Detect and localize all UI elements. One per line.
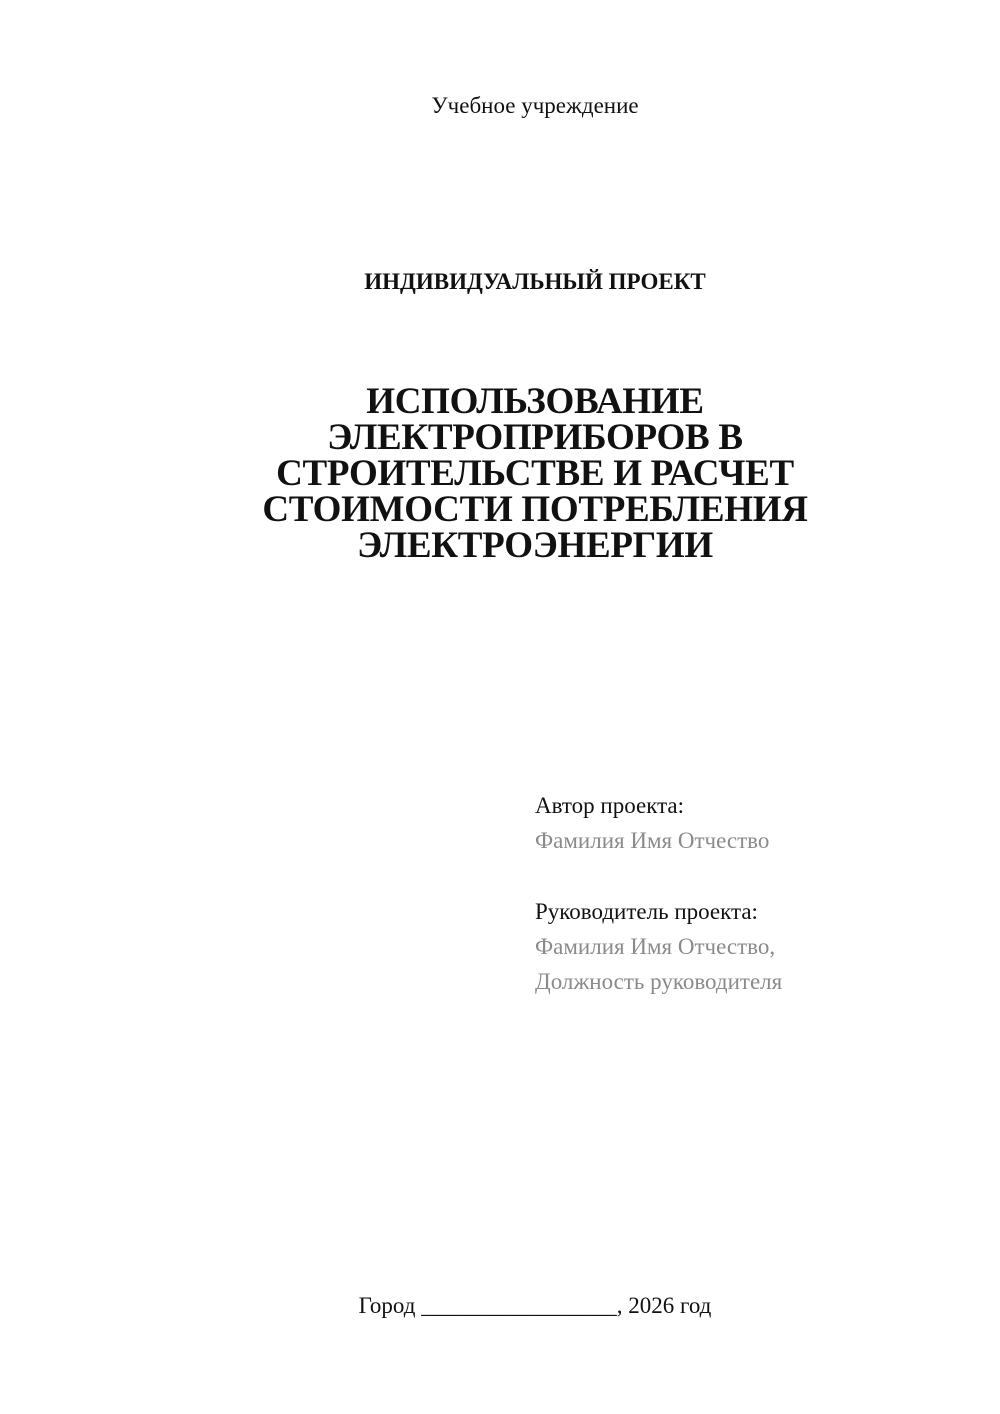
credits-block (535, 788, 975, 999)
project-title (180, 381, 890, 566)
project-type-heading: ИНДИВИДУАЛЬНЫЙ ПРОЕКТ (364, 269, 706, 294)
project-title-line: ЭЛЕКТРОПРИБОРОВ В (327, 417, 743, 458)
project-title-line: СТРОИТЕЛЬСТВЕ И РАСЧЕТ (276, 453, 794, 494)
supervisor-label: Руководитель проекта: (535, 899, 758, 924)
city-year-line: Город _________________, 2026 год (358, 1293, 712, 1318)
supervisor-position-placeholder: Должность руководителя (535, 969, 783, 994)
project-title-line: ИСПОЛЬЗОВАНИЕ (366, 381, 704, 422)
project-title-line: ЭЛЕКТРОЭНЕРГИИ (357, 525, 713, 566)
author-label: Автор проекта: (535, 793, 684, 818)
project-title-line: СТОИМОСТИ ПОТРЕБЛЕНИЯ (262, 489, 808, 530)
supervisor-name-placeholder: Фамилия Имя Отчество, (535, 934, 776, 959)
credits-spacer (535, 858, 975, 894)
author-name-placeholder: Фамилия Имя Отчество (535, 828, 770, 853)
institution-name: Учебное учреждение (431, 93, 639, 118)
